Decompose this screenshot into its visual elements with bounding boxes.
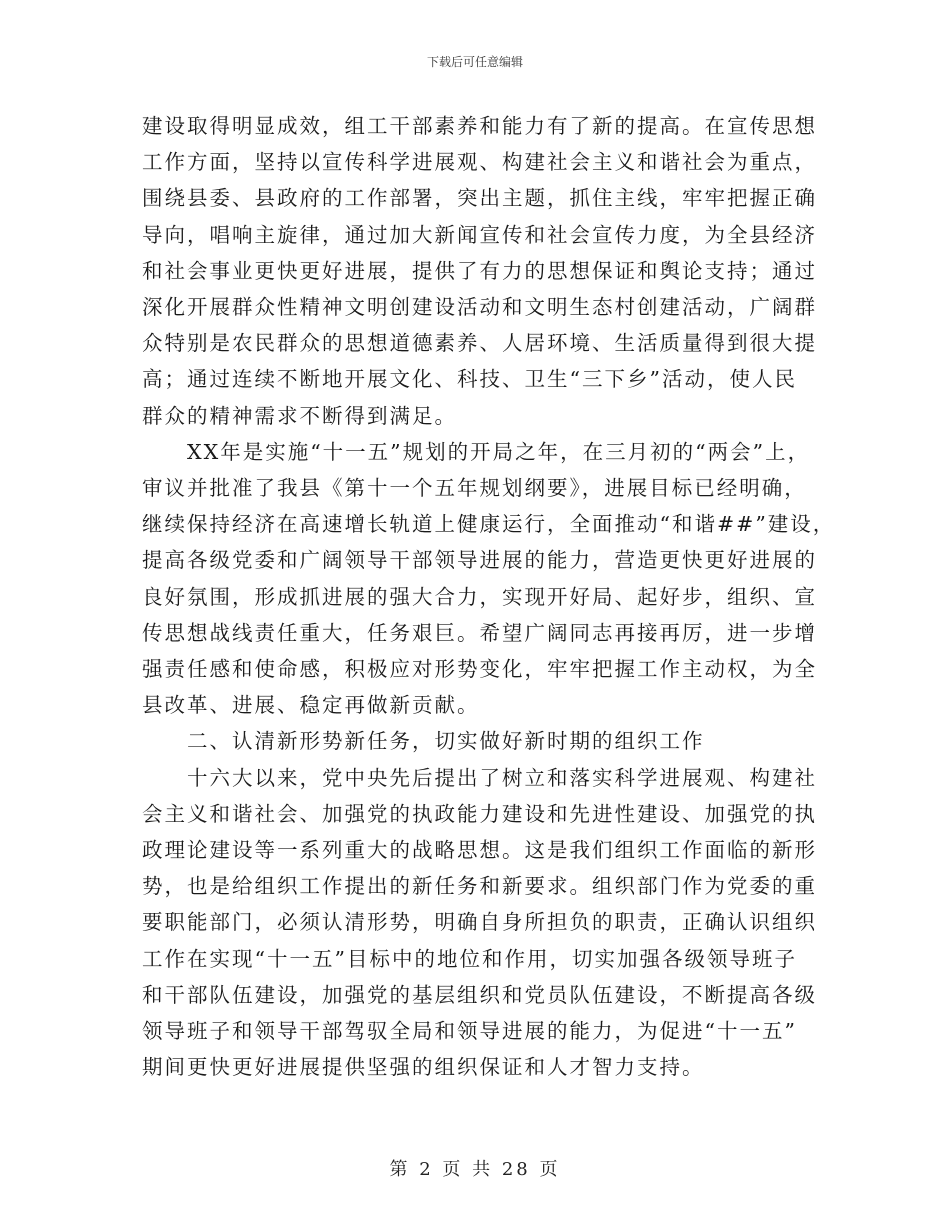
text-line: 继续保持经济在高速增长轨道上健康运行，全面推动“和谐##”建设， [142, 512, 836, 537]
text-line: 政理论建设等一系列重大的战略思想。这是我们组织工作面临的新形 [142, 838, 817, 863]
text-line: 围绕县委、县政府的工作部署，突出主题，抓住主线，牢牢把握正确 [142, 186, 817, 211]
text-line: 群众的精神需求不断得到满足。 [142, 403, 457, 428]
text-line: 深化开展群众性精神文明创建设活动和文明生态村创建活动，广阔群 [142, 295, 817, 320]
paragraph-2 [142, 434, 836, 724]
paragraph-3 [142, 760, 817, 1086]
text-line: 提高各级党委和广阔领导干部领导进展的能力，营造更快更好进展的 [142, 548, 817, 573]
text-line: 良好氛围，形成抓进展的强大合力，实现开好局、起好步，组织、宣 [142, 584, 817, 609]
section-heading [142, 723, 810, 759]
text-line: 众特别是农民群众的思想道德素养、人居环境、生活质量得到很大提 [142, 331, 817, 356]
page-number: 第 2 页 共 28 页 [389, 1159, 561, 1180]
text-line: 领导班子和领导干部驾驭全局和领导进展的能力，为促进“十一五” [142, 1019, 797, 1044]
document-body [142, 108, 836, 1085]
text-line: 县改革、进展、稳定再做新贡献。 [142, 693, 480, 718]
page-header-note: 下载后可任意编辑 [426, 55, 523, 69]
text-line: 工作在实现“十一五”目标中的地位和作用，切实加强各级领导班子 [142, 946, 797, 971]
text-line: 审议并批准了我县《第十一个五年规划纲要》，进展目标已经明确， [142, 476, 807, 501]
text-line: XX年是实施“十一五”规划的开局之年，在三月初的“两会”上， [142, 439, 811, 464]
text-line: 和干部队伍建设，加强党的基层组织和党员队伍建设，不断提高各级 [142, 982, 817, 1007]
text-line: 要职能部门，必须认清形势，明确自身所担负的职责，正确认识组织 [142, 910, 817, 935]
text-line: 会主义和谐社会、加强党的执政能力建设和先进性建设、加强党的执 [142, 801, 817, 826]
text-line: 期间更快更好进展提供坚强的组织保证和人才智力支持。 [142, 1055, 705, 1080]
text-line: 工作方面，坚持以宣传科学进展观、构建社会主义和谐社会为重点， [142, 150, 817, 175]
text-line: 势，也是给组织工作提出的新任务和新要求。组织部门作为党委的重 [142, 874, 817, 899]
text-line: 十六大以来，党中央先后提出了树立和落实科学进展观、构建社 [142, 765, 817, 790]
text-line: 导向，唱响主旋律，通过加大新闻宣传和社会宣传力度，为全县经济 [142, 222, 817, 247]
text-line: 传思想战线责任重大，任务艰巨。希望广阔同志再接再厉，进一步增 [142, 620, 817, 645]
text-line: 二、认清新形势新任务，切实做好新时期的组织工作 [142, 729, 705, 754]
text-line: 和社会事业更快更好进展，提供了有力的思想保证和舆论支持；通过 [142, 258, 817, 283]
paragraph-1 [142, 108, 817, 434]
text-line: 建设取得明显成效，组工干部素养和能力有了新的提高。在宣传思想 [142, 114, 817, 138]
text-line: 强责任感和使命感，积极应对形势变化，牢牢把握工作主动权，为全 [142, 657, 817, 682]
text-line: 高；通过连续不断地开展文化、科技、卫生“三下乡”活动，使人民 [142, 367, 797, 392]
